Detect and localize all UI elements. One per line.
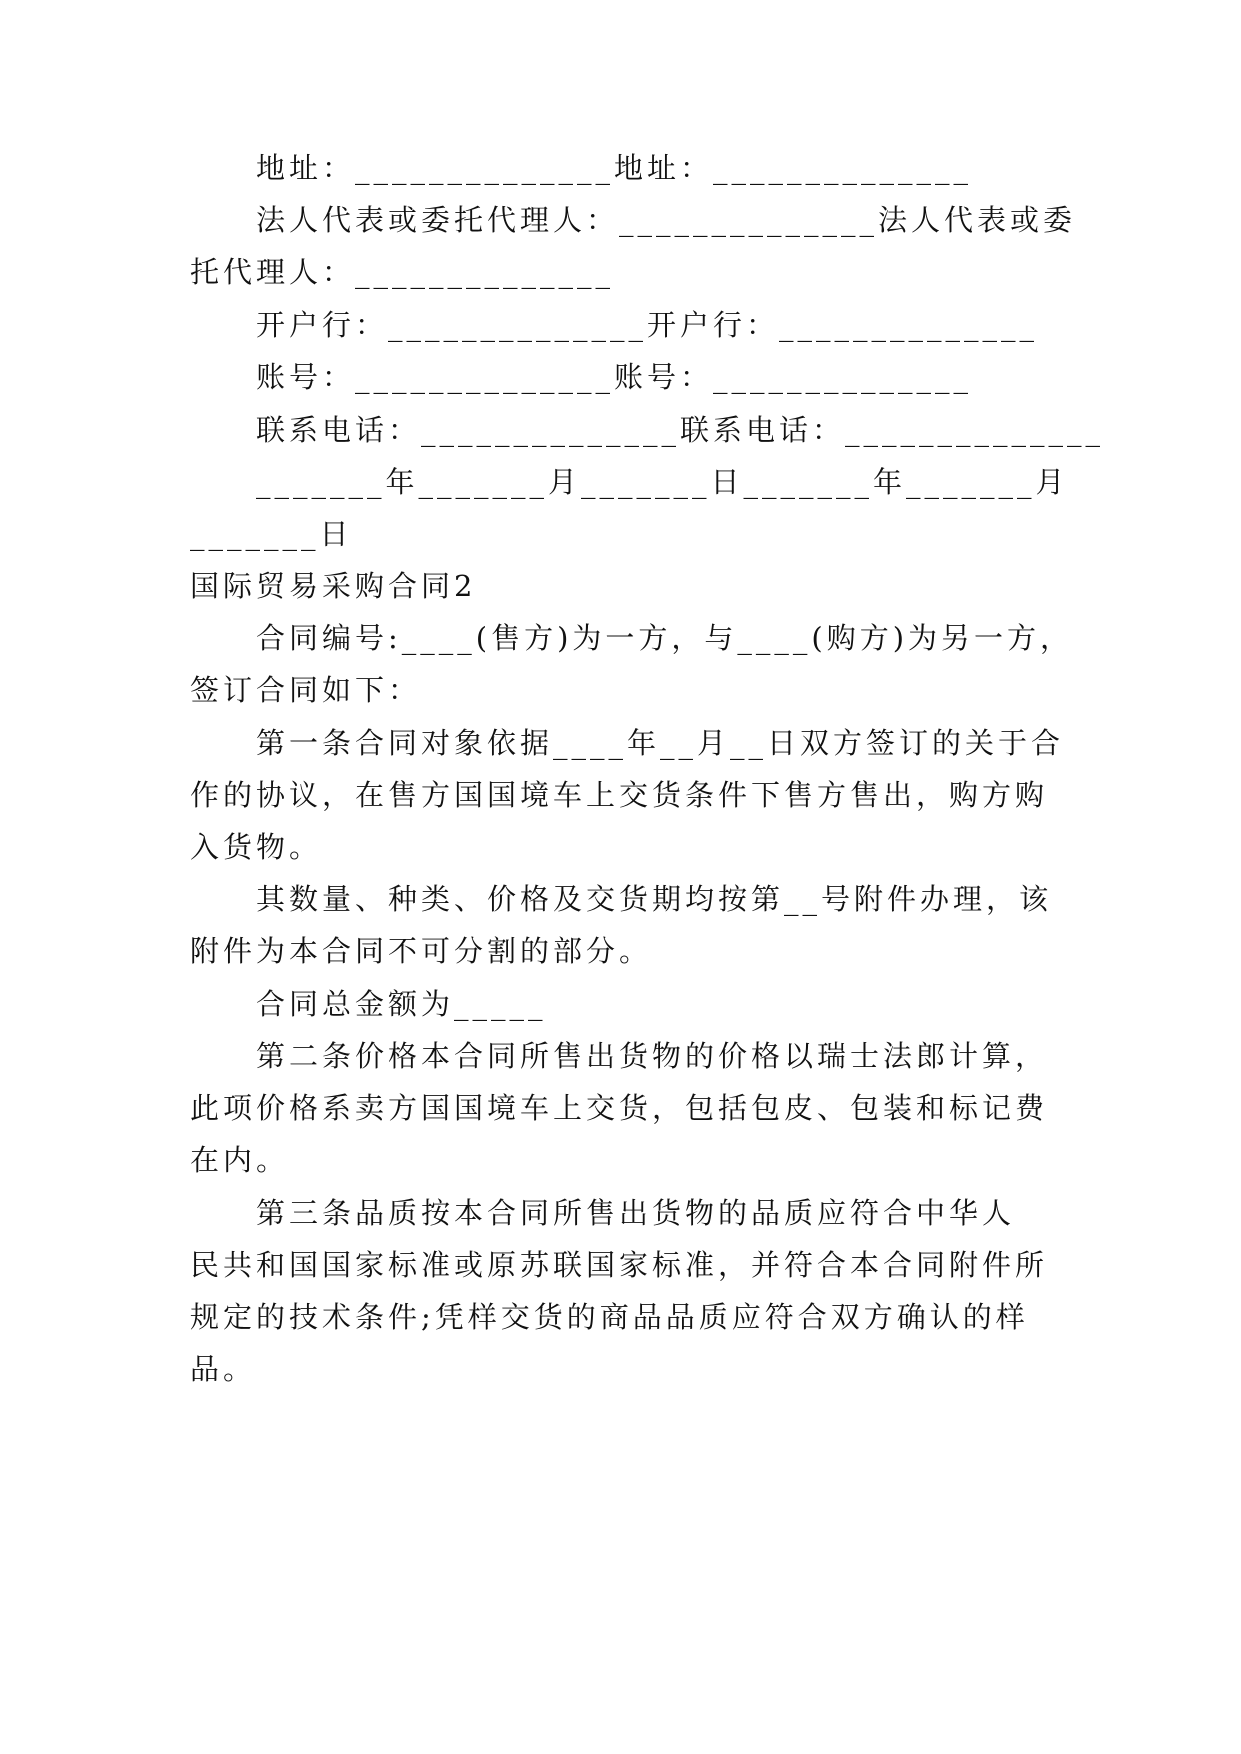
article-2-line-1: 第二条价格本合同所售出货物的价格以瑞士法郎计算， <box>256 1039 1049 1073</box>
quantity-line-1: 其数量、种类、价格及交货期均按第__号附件办理，该 <box>256 882 1053 916</box>
total-amount-line: 合同总金额为_____ <box>256 987 547 1021</box>
article-2-line-2: 此项价格系卖方国国境车上交货，包括包皮、包装和标记费 <box>190 1091 1049 1125</box>
legal-representative-line-cont: 托代理人：______________ <box>190 255 615 289</box>
quantity-line-2: 附件为本合同不可分割的部分。 <box>190 934 653 968</box>
article-2-line-3: 在内。 <box>190 1143 290 1177</box>
contract-number-line: 合同编号:____(售方)为一方，与____(购方)为另一方， <box>256 621 1074 655</box>
article-3-line-1: 第三条品质按本合同所售出货物的品质应符合中华人 <box>256 1196 1016 1230</box>
legal-representative-line: 法人代表或委托代理人：______________法人代表或委 <box>256 203 1077 237</box>
phone-line: 联系电话：______________联系电话：______________ <box>256 413 1105 447</box>
bank-line: 开户行：______________开户行：______________ <box>256 308 1039 342</box>
article-3-line-2: 民共和国国家标准或原苏联国家标准，并符合本合同附件所 <box>190 1248 1049 1282</box>
date-line-cont: _______日 <box>190 517 353 551</box>
date-line: _______年_______月_______日_______年_______月 <box>256 465 1069 499</box>
article-1-line-1: 第一条合同对象依据____年__月__日双方签订的关于合 <box>256 726 1065 760</box>
article-1-line-2: 作的协议，在售方国国境车上交货条件下售方售出，购方购 <box>190 778 1049 812</box>
contract-number-line-cont: 签订合同如下： <box>190 673 422 707</box>
article-1-line-3: 入货物。 <box>190 830 323 864</box>
section-title: 国际贸易采购合同2 <box>190 569 477 603</box>
account-line: 账号：______________账号：______________ <box>256 360 973 394</box>
address-line: 地址：______________地址：______________ <box>256 151 973 185</box>
article-3-line-3: 规定的技术条件;凭样交货的商品品质应符合双方确认的样 <box>190 1300 1029 1334</box>
article-3-line-4: 品。 <box>190 1352 257 1386</box>
